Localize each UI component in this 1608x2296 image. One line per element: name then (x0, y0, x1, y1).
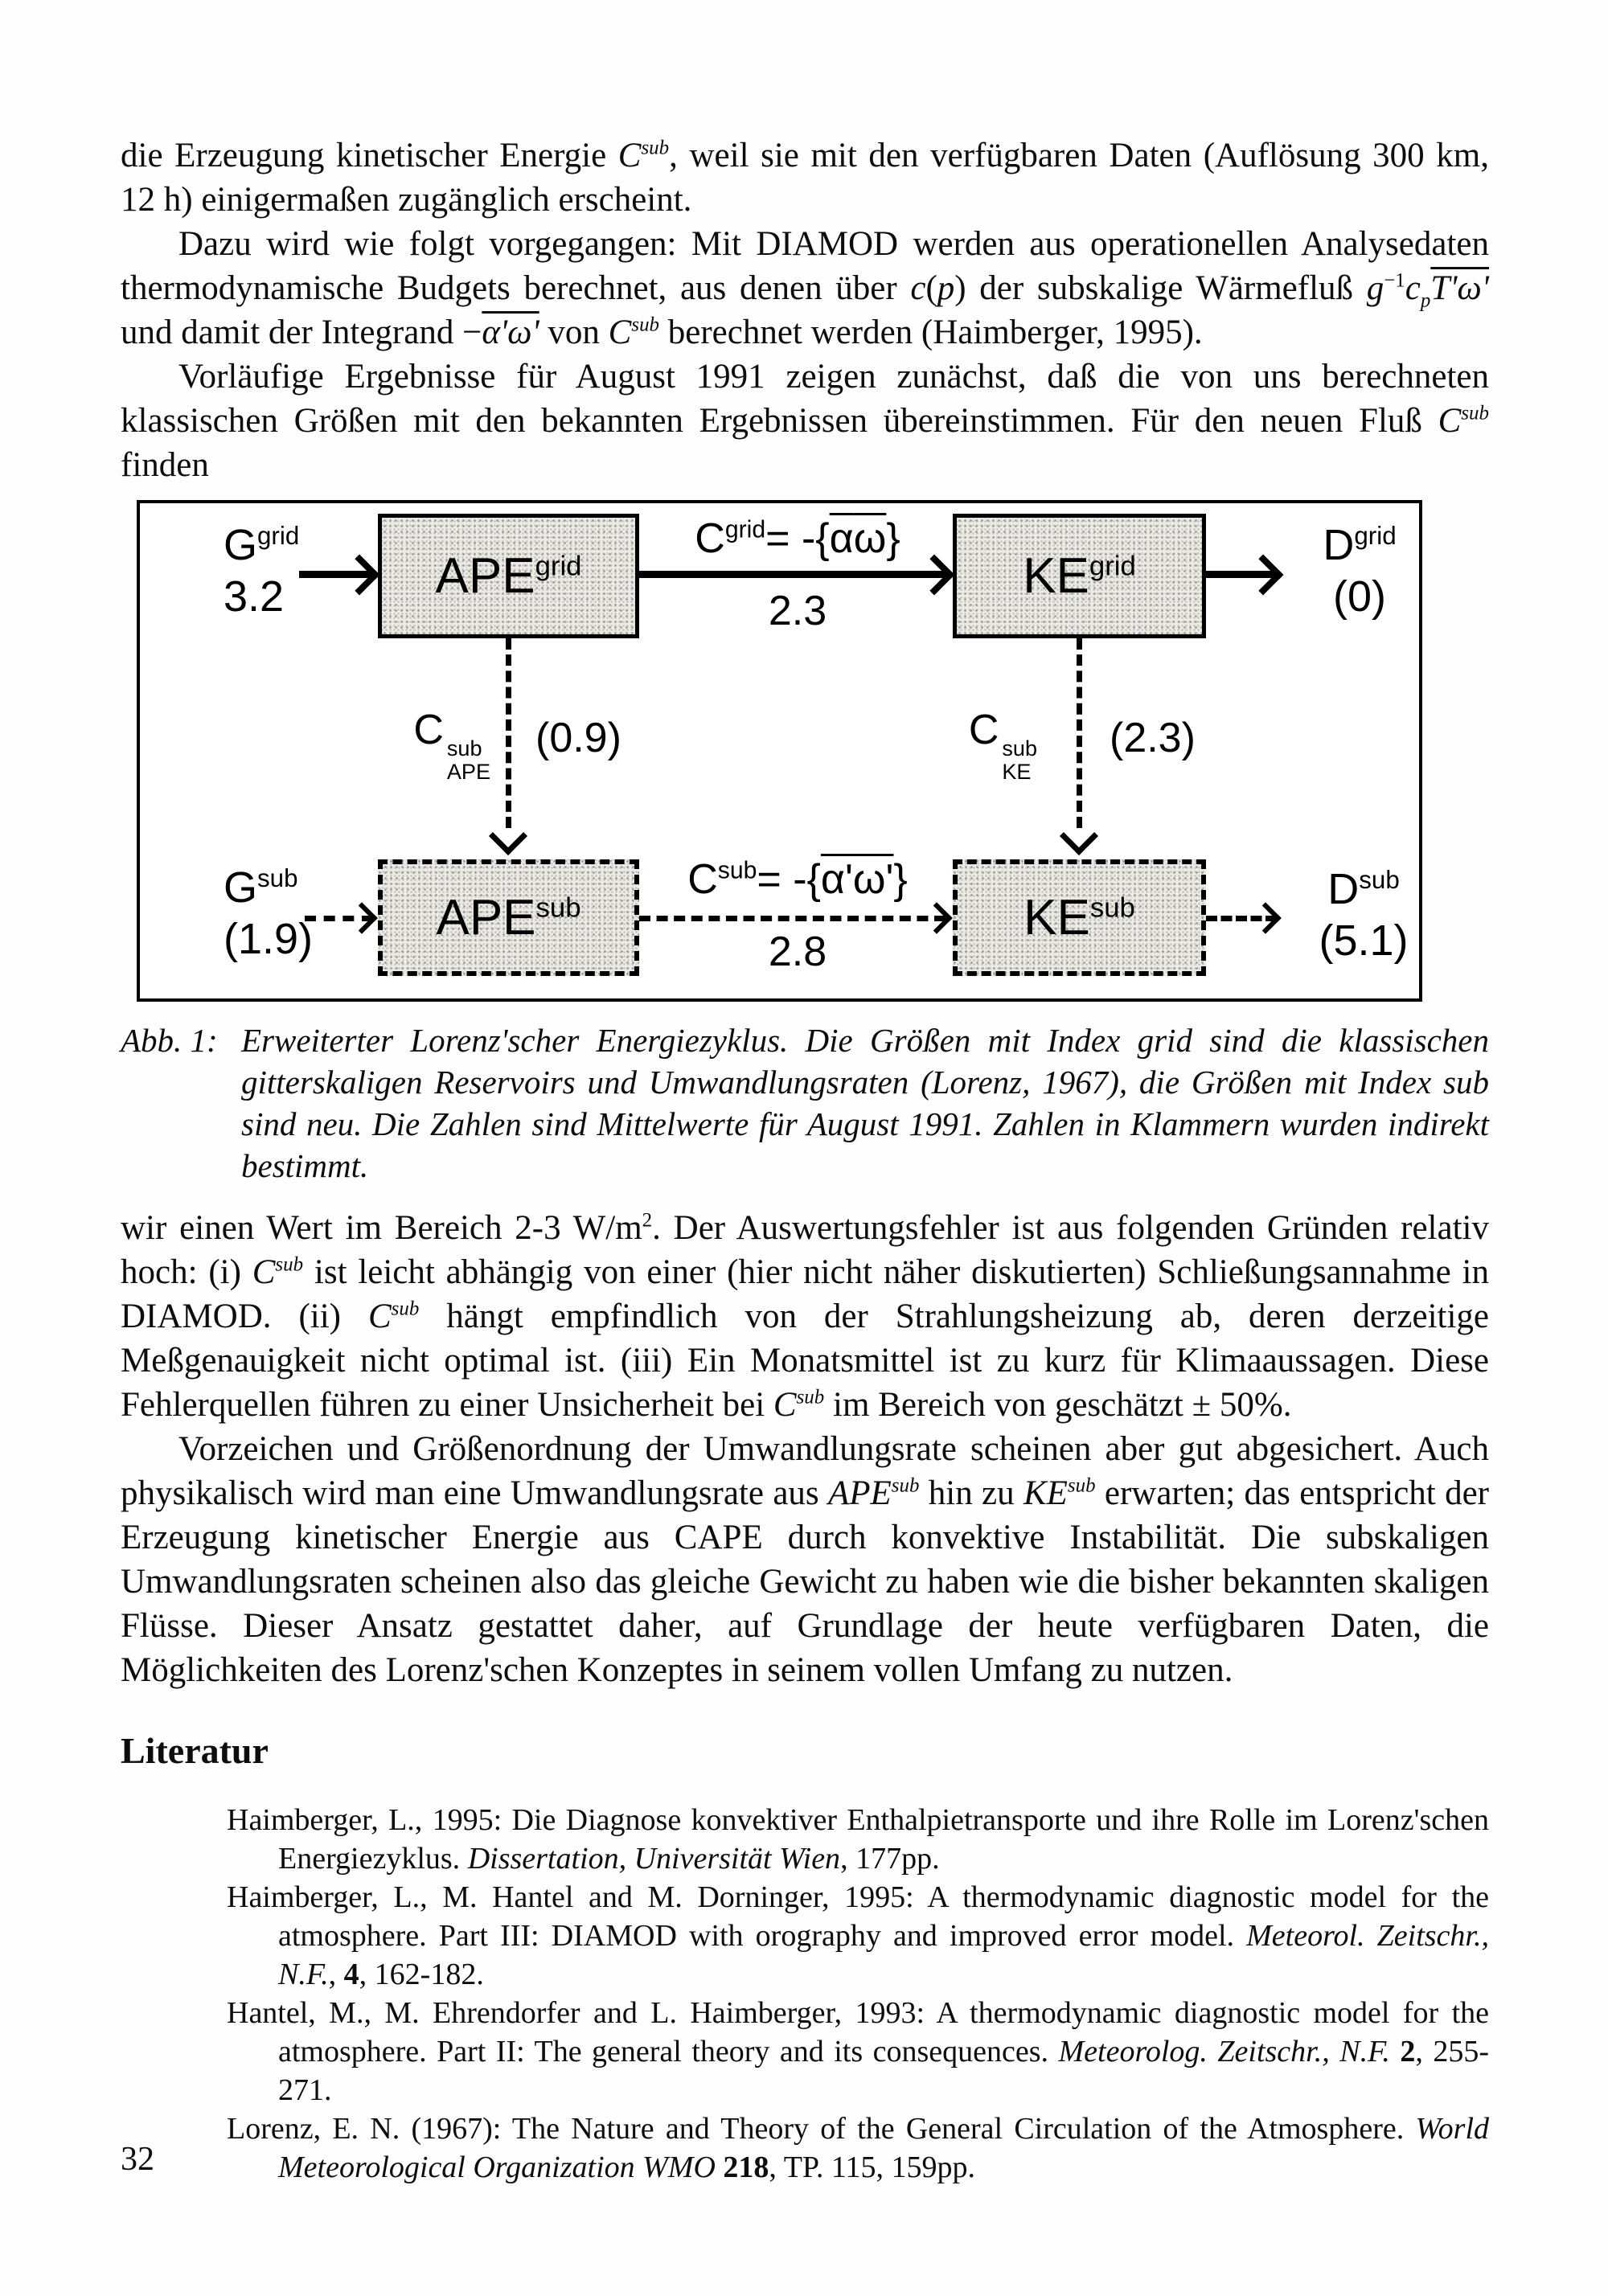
value-c-sub-ape: (0.9) (535, 715, 621, 761)
d-grid-symbol: $D^{grid}$ (1323, 521, 1397, 569)
arrow-line-c-sub (639, 916, 946, 921)
paragraph-error-discussion: wir einen Wert im Bereich 2-3 $W/m^2$. Der Auswertungsfehler ist aus folgenden Gründen relativ hoch: (i) $C^{sub}$ ist leicht abhängig von einer (hier nicht näher diskutierten) Schließungsannahme in DIAMOD. (ii) $C^{sub}$ hängt empfindlich von der Strahlungsheizung ab, deren derzeitige Meßgenauigkeit nicht optimal ist. (iii) Ein Monatsmittel ist zu kurz für Klimaaussagen. Diese Fehlerquellen führen zu einer Unsicherheit bei $C^{sub}$ im Bereich von geschätzt ± 50%. (121, 1209, 1489, 1424)
d-sub-value: (5.1) (1319, 916, 1409, 965)
figure-frame (137, 500, 1422, 1002)
box-ke-grid (953, 514, 1206, 638)
literature-heading: Literatur (121, 1730, 269, 1771)
g-sub-symbol: $G^{sub}$ (224, 863, 298, 912)
reference-entry: Haimberger, L., 1995: Die Diagnose konvektiver Enthalpietransporte und ihre Rolle im Lorenz'schen Energiezyklus. Dissertation, Universität Wien, 177pp. (227, 1803, 1489, 1876)
arrow-line-c-grid (639, 571, 946, 578)
paragraph-conclusion: Vorzeichen und Größenordnung der Umwandlungsrate scheinen aber gut abgesichert. Auch physikalisch wird man eine Umwandlungsrate aus $APE^{sub}$ hin zu $KE^{sub}$ erwarten; das entspricht der Erzeugung kinetischer Energie aus CAPE durch konvektive Instabilität. Die subskaligen Umwandlungsraten scheinen also das gleiche Gewicht zu haben wie die bisher bekannten skaligen Flüsse. Dieser Ansatz gestattet daher, auf Grundlage der heute verfügbaren Daten, die Möglichkeiten des Lorenz'schen Konzeptes in seinem vollen Umfang zu nutzen. (121, 1430, 1489, 1689)
label-g-grid (224, 519, 299, 622)
page-number: 32 (121, 2141, 154, 2178)
g-grid-value: 3.2 (224, 572, 285, 621)
box-ke-grid-label: $KE^{grid}$ (1023, 548, 1136, 604)
arrow-head-g-sub (346, 902, 378, 934)
arrow-head-d-grid (1243, 555, 1284, 596)
reference-entry: Haimberger, L., M. Hantel and M. Dorninger, 1995: A thermodynamic diagnostic model for the atmosphere. Part III: DIAMOD with orography and improved error model. Meteorol. Zeitschr., N.F., 4, 162-182. (227, 1880, 1489, 1991)
figure-caption (121, 1019, 1489, 1187)
box-ape-sub (378, 859, 639, 976)
reference-list (227, 1801, 1489, 2187)
d-sub-symbol: $D^{sub}$ (1327, 865, 1400, 913)
label-d-sub (1291, 863, 1436, 966)
box-ke-sub (953, 859, 1206, 976)
arrow-head-g-grid (339, 555, 380, 596)
value-c-sub-ke: (2.3) (1110, 715, 1196, 761)
label-d-grid (1291, 519, 1428, 622)
label-c-sub-ke: C sub KE (968, 707, 1037, 784)
arrow-line-c-sub-ape (506, 638, 511, 828)
box-ape-sub-label: $APE^{sub}$ (436, 890, 581, 945)
figure-energy-cycle (137, 500, 1489, 1002)
arrow-head-c-sub-ke (1060, 817, 1098, 855)
paragraph-method: Dazu wird wie folgt vorgegangen: Mit DIAMOD werden aus operationellen Analysedaten thermodynamische Budgets berechnet, aus denen über c(p) der subskalige Wärmefluß $g^{-1}c_pT'\omega'$ und damit der Integrand −α'ω' von $C^{sub}$ berechnet werden (Haimberger, 1995). (121, 225, 1489, 351)
label-c-grid: $C^{grid}= -\{\overline{\alpha}\overline{\omega}\}$ (695, 515, 900, 562)
g-grid-symbol: $G^{grid}$ (224, 521, 300, 569)
value-c-sub: 2.8 (768, 929, 827, 975)
value-c-grid: 2.3 (768, 588, 827, 634)
arrow-head-c-sub-ape (489, 817, 527, 855)
g-sub-value: (1.9) (224, 915, 314, 963)
reference-entry: Hantel, M., M. Ehrendorfer and L. Haimberger, 1993: A thermodynamic diagnostic model for the atmosphere. Part II: The general theory and its consequences. Meteorolog. Zeitschr., N.F. 2, 255-271. (227, 1996, 1490, 2107)
box-ke-sub-label: $KE^{sub}$ (1023, 890, 1135, 945)
box-ape-grid-label: $APE^{grid}$ (435, 548, 582, 604)
caption-label: Abb. 1: (121, 1022, 218, 1059)
arrow-line-c-sub-ke (1077, 638, 1082, 828)
d-grid-value: (0) (1333, 572, 1386, 621)
reference-entry: Lorenz, E. N. (1967): The Nature and Theory of the General Circulation of the Atmosphere. World Meteorological Organization WMO 218, TP. 115, 159pp. (227, 2112, 1489, 2184)
label-g-sub (224, 862, 313, 965)
label-c-sub-ape: C sub APE (413, 707, 490, 784)
caption-text: Erweiterter Lorenz'scher Energiezyklus. Die Größen mit Index grid sind die klassischen gitterskaligen Reservoirs und Umwandlungsraten (Lorenz, 1967), die Größen mit Index sub sind neu. Die Zahlen sind Mittelwerte für August 1991. Zahlen in Klammern wurden indirekt bestimmt. (241, 1022, 1489, 1184)
arrow-head-d-sub (1249, 902, 1282, 934)
label-c-sub: $C^{sub}= -\{\alpha'\omega'\}$ (687, 856, 908, 903)
paragraph-continuation: die Erzeugung kinetischer Energie $C^{sub}$, weil sie mit den verfügbaren Daten (Auflösung 300 km, 12 h) einigermaßen zugänglich erscheint. (121, 137, 1489, 219)
box-ape-grid (378, 514, 639, 638)
paragraph-results: Vorläufige Ergebnisse für August 1991 zeigen zunächst, daß die von uns berechneten klassischen Größen mit den bekannten Ergebnissen übereinstimmen. Für den neuen Fluß $C^{sub}$ finden (121, 358, 1489, 484)
